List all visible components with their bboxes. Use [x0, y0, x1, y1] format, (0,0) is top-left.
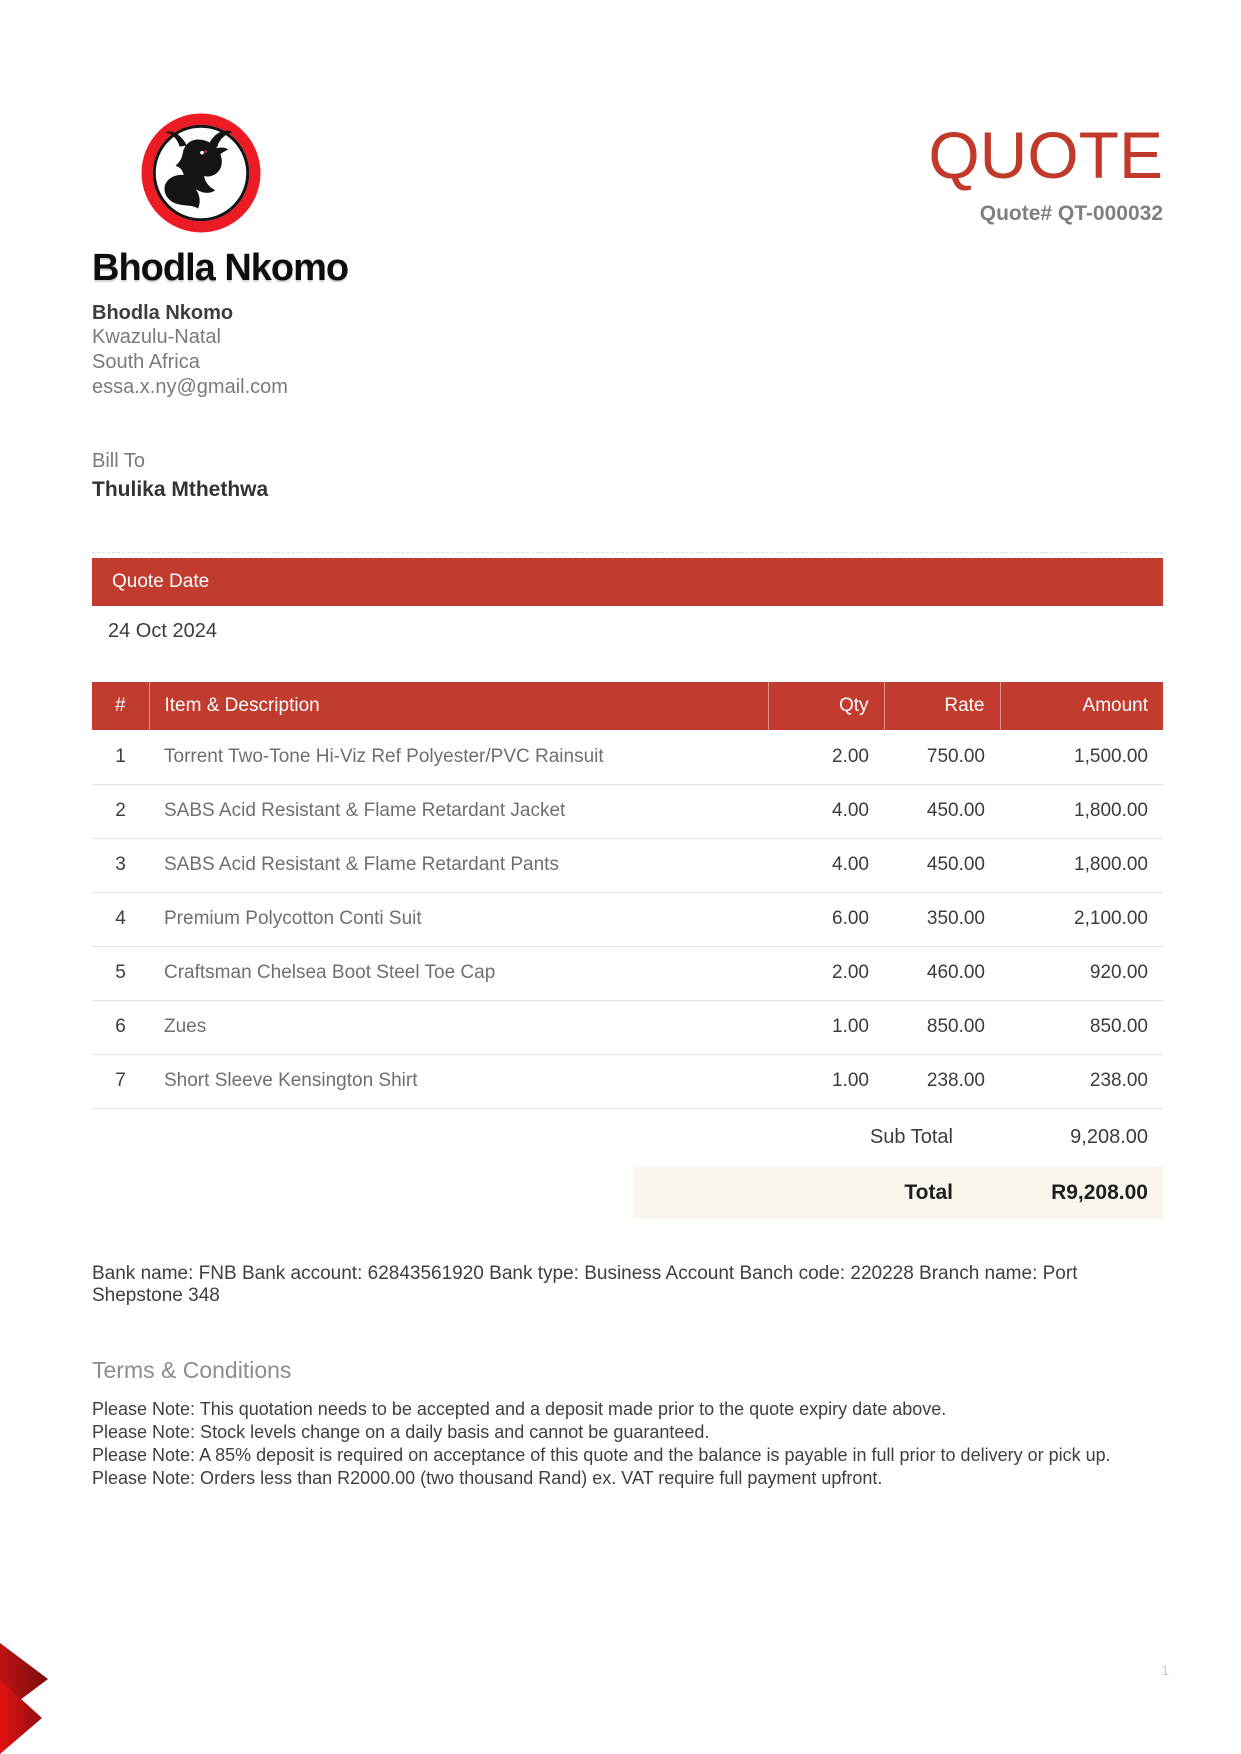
column-header-description: Item & Description [149, 682, 768, 730]
item-qty: 4.00 [768, 784, 884, 838]
quote-date-label: Quote Date [112, 571, 210, 592]
item-rate: 850.00 [884, 1000, 1000, 1054]
table-row [92, 730, 1163, 784]
section-divider [92, 552, 1163, 553]
ribbon-decoration-icon [0, 1638, 120, 1754]
bill-to-label: Bill To [92, 450, 145, 472]
logo-wordmark: Bhodla Nkomo [92, 247, 349, 289]
total-label: Total [904, 1180, 953, 1204]
doc-title: QUOTE [928, 118, 1163, 192]
table-row [92, 838, 1163, 892]
item-amount: 1,800.00 [1000, 838, 1163, 892]
item-rate: 450.00 [884, 784, 1000, 838]
bill-to-block [92, 450, 1163, 502]
item-qty: 6.00 [768, 892, 884, 946]
item-qty: 2.00 [768, 730, 884, 784]
subtotal-value: 9,208.00 [1070, 1126, 1148, 1148]
column-header-qty: Qty [768, 682, 884, 730]
item-number: 2 [92, 784, 149, 838]
terms-note: Please Note: Orders less than R2000.00 (two thousand Rand) ex. VAT require full payment upfront. [92, 1467, 883, 1488]
page-number: 1 [1161, 1662, 1169, 1678]
item-description: Zues [149, 1000, 768, 1054]
table-row [92, 1054, 1163, 1108]
item-number: 6 [92, 1000, 149, 1054]
item-qty: 4.00 [768, 838, 884, 892]
bill-to-name: Thulika Mthethwa [92, 478, 269, 501]
column-header-number: # [92, 682, 149, 730]
item-description: Short Sleeve Kensington Shirt [149, 1054, 768, 1108]
company-country: South Africa [92, 351, 200, 373]
terms-note: Please Note: A 85% deposit is required on acceptance of this quote and the balance is payable in full prior to delivery or pick up. [92, 1444, 1111, 1465]
column-header-rate: Rate [884, 682, 1000, 730]
item-description: SABS Acid Resistant & Flame Retardant Pants [149, 838, 768, 892]
table-row [92, 1000, 1163, 1054]
quote-date-bar [92, 558, 1163, 606]
item-amount: 2,100.00 [1000, 892, 1163, 946]
item-qty: 2.00 [768, 946, 884, 1000]
item-description: Craftsman Chelsea Boot Steel Toe Cap [149, 946, 768, 1000]
item-number: 3 [92, 838, 149, 892]
item-amount: 920.00 [1000, 946, 1163, 1000]
item-description: SABS Acid Resistant & Flame Retardant Jacket [149, 784, 768, 838]
items-table-header [92, 682, 1163, 730]
subtotal-row [92, 1109, 1163, 1167]
item-qty: 1.00 [768, 1054, 884, 1108]
subtotal-label: Sub Total [869, 1126, 953, 1148]
document-header [92, 112, 1163, 400]
bank-details: Bank name: FNB Bank account: 62843561920 Bank type: Business Account Banch code: 220228 Branch name: Port Shepstone 348 [92, 1262, 1078, 1306]
item-qty: 1.00 [768, 1000, 884, 1054]
company-region: Kwazulu-Natal [92, 326, 221, 348]
item-number: 7 [92, 1054, 149, 1108]
terms-heading: Terms & Conditions [92, 1356, 292, 1383]
item-number: 5 [92, 946, 149, 1000]
total-row [92, 1167, 1163, 1219]
table-row [92, 784, 1163, 838]
item-rate: 460.00 [884, 946, 1000, 1000]
item-rate: 750.00 [884, 730, 1000, 784]
item-rate: 450.00 [884, 838, 1000, 892]
item-rate: 350.00 [884, 892, 1000, 946]
item-number: 4 [92, 892, 149, 946]
bull-logo-icon [140, 112, 262, 234]
item-rate: 238.00 [884, 1054, 1000, 1108]
company-identity [92, 112, 652, 400]
company-address-block [92, 302, 652, 400]
quote-number: Quote# QT-000032 [979, 202, 1163, 225]
terms-notes [92, 1398, 1163, 1490]
item-description: Premium Polycotton Conti Suit [149, 892, 768, 946]
column-header-amount: Amount [1000, 682, 1163, 730]
company-name: Bhodla Nkomo [92, 302, 234, 324]
total-value: R9,208.00 [1051, 1180, 1148, 1204]
item-amount: 850.00 [1000, 1000, 1163, 1054]
company-email: essa.x.ny@gmail.com [92, 376, 288, 398]
total-box [634, 1167, 1163, 1219]
item-description: Torrent Two-Tone Hi-Viz Ref Polyester/PVC Rainsuit [149, 730, 768, 784]
item-amount: 238.00 [1000, 1054, 1163, 1108]
items-table [92, 682, 1163, 1109]
terms-note: Please Note: Stock levels change on a daily basis and cannot be guaranteed. [92, 1421, 710, 1442]
document-title-block [928, 112, 1163, 400]
table-row [92, 892, 1163, 946]
table-row [92, 946, 1163, 1000]
item-amount: 1,500.00 [1000, 730, 1163, 784]
item-amount: 1,800.00 [1000, 784, 1163, 838]
quote-date-value: 24 Oct 2024 [108, 620, 217, 642]
terms-note: Please Note: This quotation needs to be accepted and a deposit made prior to the quote expiry date above. [92, 1398, 947, 1419]
item-number: 1 [92, 730, 149, 784]
